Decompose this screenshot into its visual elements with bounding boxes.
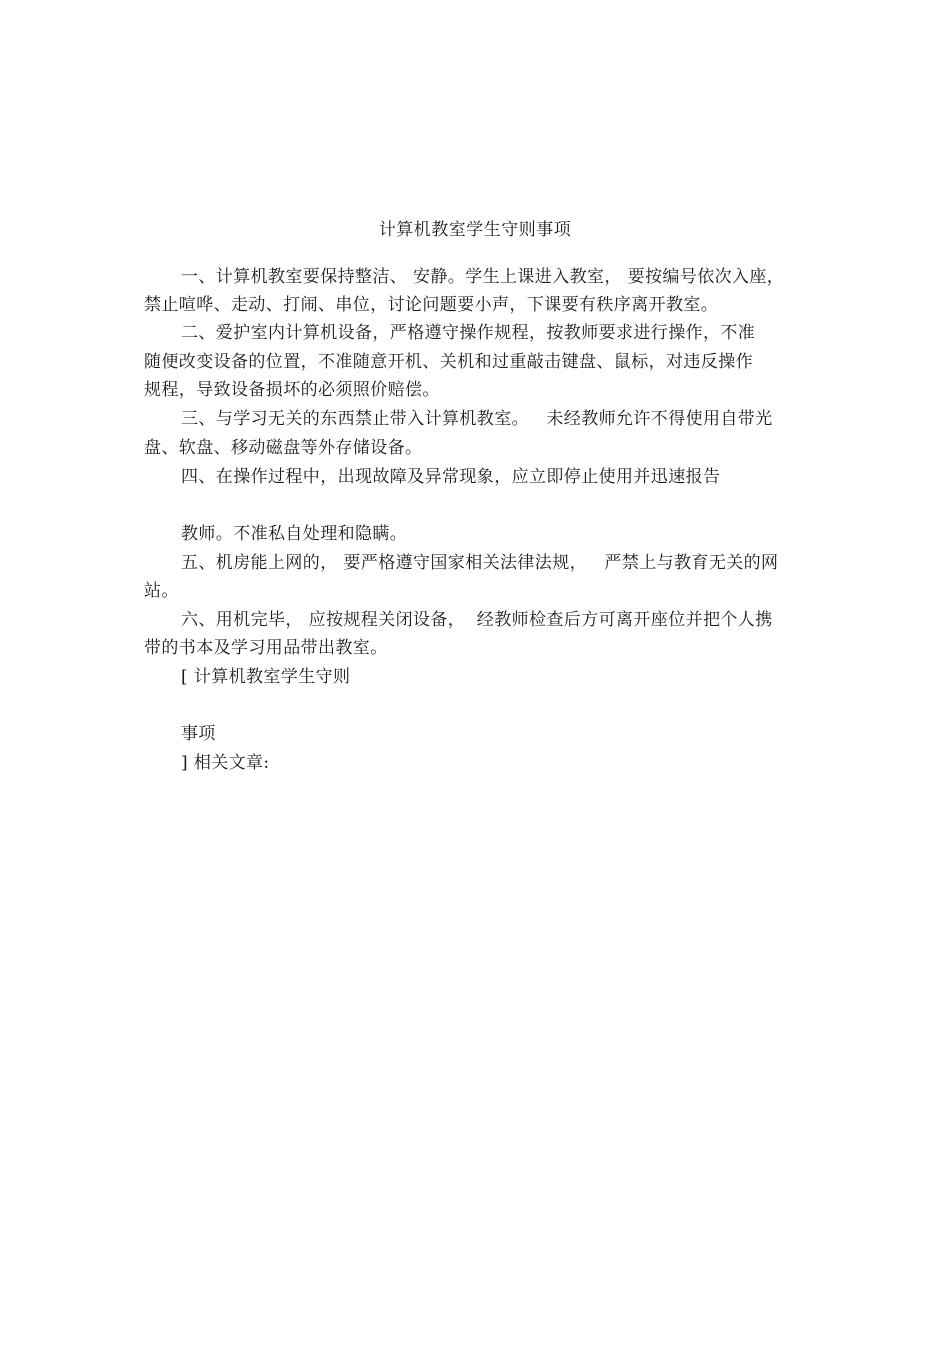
rule-3-line-2: 盘、软盘、移动磁盘等外存储设备。 [144, 438, 423, 458]
rule-4-line-2: 教师。不准私自处理和隐瞒。 [181, 524, 408, 544]
footer-bracket-title: [ 计算机教室学生守则 [181, 667, 351, 687]
rule-4-line-1: 四、在操作过程中，出现故障及异常现象，应立即停止使用并迅速报告 [181, 467, 721, 487]
rule-2-line-3: 规程，导致设备损坏的必须照价赔偿。 [144, 380, 440, 400]
rule-6-line-2: 带的书本及学习用品带出教室。 [144, 638, 388, 658]
footer-bracket-title-cont: 事项 [181, 724, 216, 744]
rule-5-line-2: 站。 [144, 581, 179, 601]
related-articles-label: ] 相关文章: [181, 753, 270, 773]
rule-1-line-2: 禁止喧哗、走动、打闹、串位，讨论问题要小声，下课要有秩序离开教室。 [144, 295, 719, 315]
rule-2-line-1: 二、爱护室内计算机设备，严格遵守操作规程，按教师要求进行操作，不准 [181, 323, 756, 343]
rule-1-line-1: 一、计算机教室要保持整洁、 安静。学生上课进入教室， 要按编号依次入座， [181, 267, 785, 287]
rule-5-line-1: 五、机房能上网的， 要严格遵守国家相关法律法规， 严禁上与教育无关的网 [181, 553, 779, 573]
rule-3-line-1: 三、与学习无关的东西禁止带入计算机教室。 未经教师允许不得使用自带光 [181, 409, 773, 429]
document-title: 计算机教室学生守则事项 [378, 220, 572, 240]
rule-2-line-2: 随便改变设备的位置，不准随意开机、关机和过重敲击键盘、鼠标，对违反操作 [144, 352, 753, 372]
rule-6-line-1: 六、用机完毕， 应按规程关闭设备， 经教师检查后方可离开座位并把个人携 [181, 610, 773, 630]
